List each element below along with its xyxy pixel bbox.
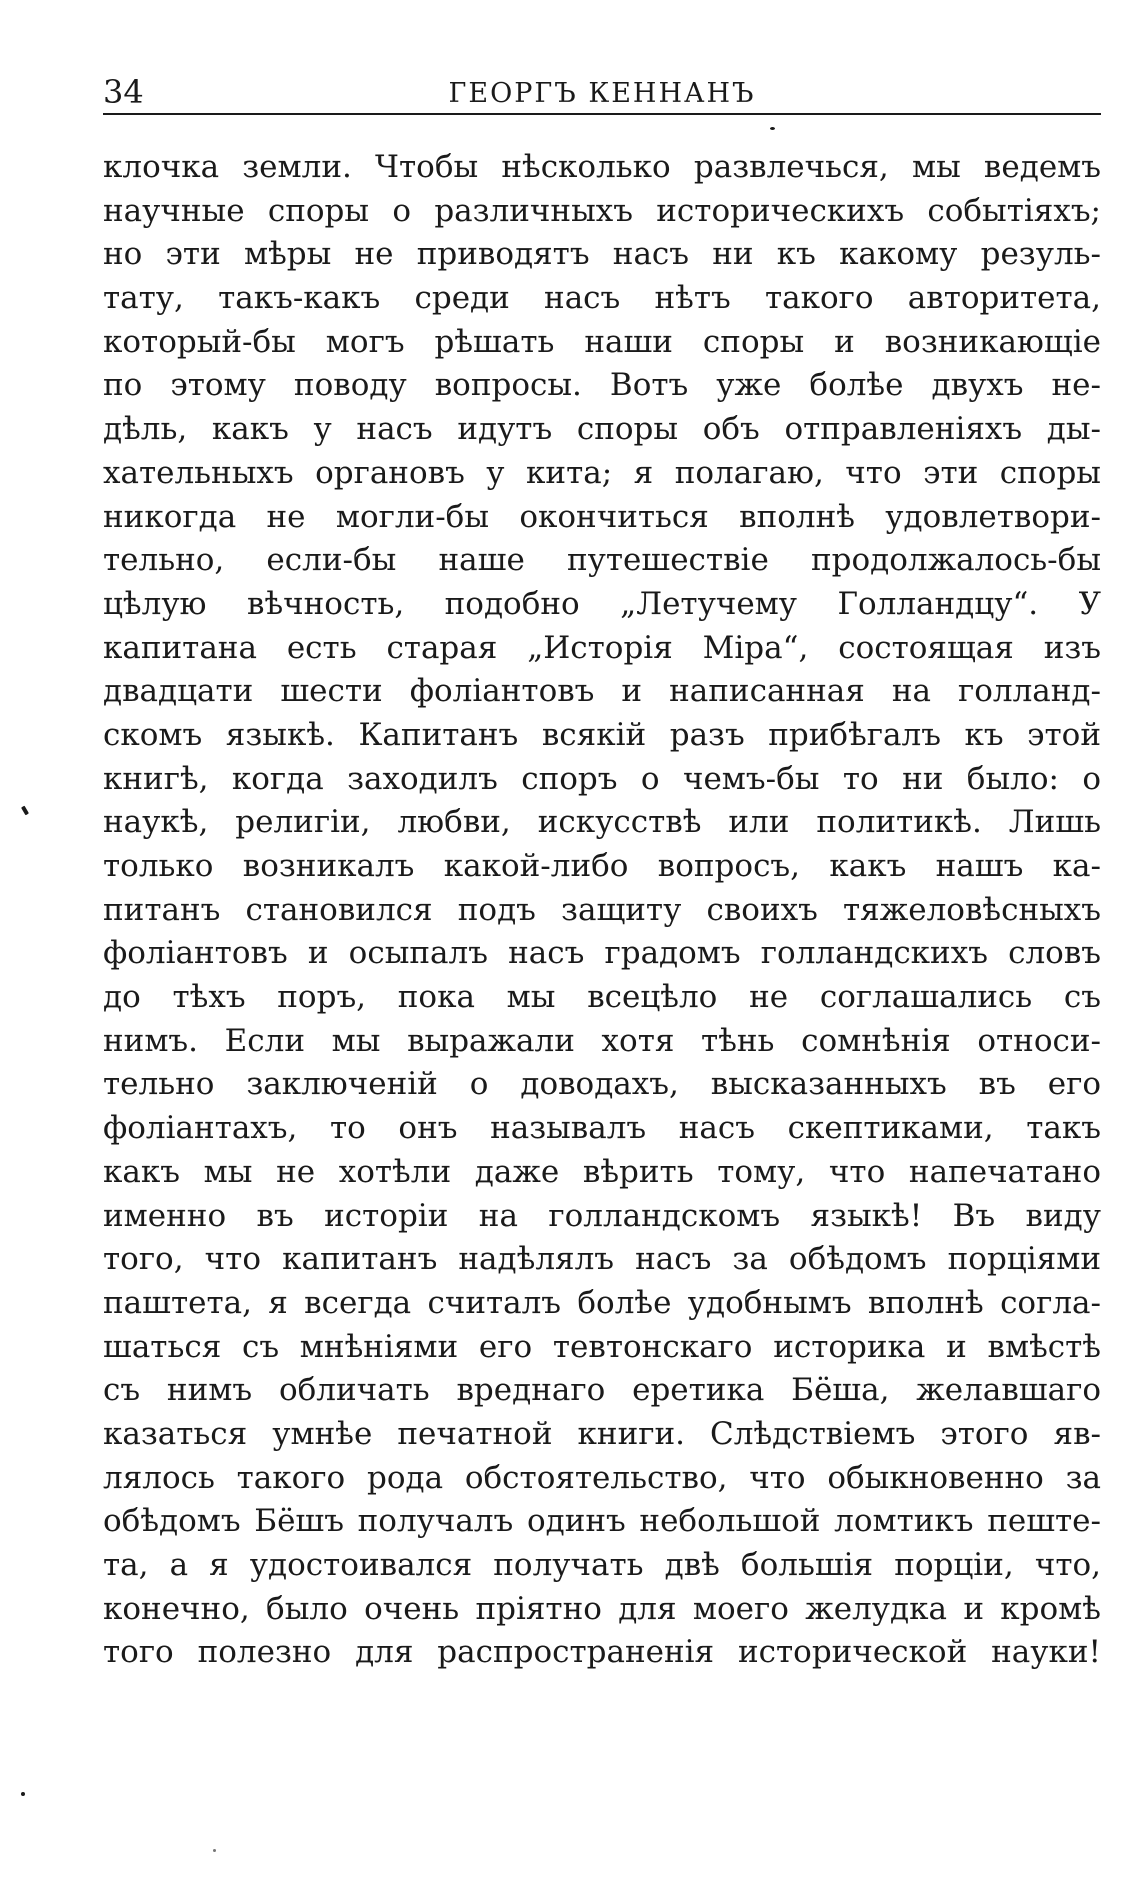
text-line: нимъ. Если мы выражали хотя тѣнь сомнѣнія относи- — [103, 1022, 1101, 1059]
text-line: лялось такого рода обстоятельство, что обыкновенно за — [103, 1459, 1101, 1496]
text-line: только возникалъ какой-либо вопросъ, какъ нашъ ка- — [103, 848, 1101, 884]
text-line: того, что капитанъ надѣлялъ насъ за обѣдомъ порціями — [103, 1241, 1101, 1278]
text-line: паштета, я всегда считалъ болѣе удобнымъ вполнѣ согла- — [103, 1284, 1101, 1321]
running-head: ГЕОРГЪ КЕННАНЪ — [448, 78, 756, 109]
header-rule — [103, 113, 1101, 115]
text-line: по этому поводу вопросы. Вотъ уже болѣе двухъ не- — [103, 367, 1101, 404]
text-line: фоліантовъ и осыпалъ насъ градомъ голландскихъ словъ — [103, 935, 1101, 972]
text-line: питанъ становился подъ защиту своихъ тяжеловѣсныхъ — [103, 891, 1101, 928]
text-line: шаться съ мнѣніями его тевтонскаго историка и вмѣстѣ — [103, 1328, 1101, 1365]
scan-speck — [213, 1849, 216, 1852]
page-number: 34 — [103, 73, 144, 111]
text-line: капитана есть старая „Исторія Міра“, состоящая изъ — [103, 629, 1101, 666]
text-line: никогда не могли-бы окончиться вполнѣ удовлетвори- — [103, 498, 1101, 535]
scan-speck — [21, 1792, 25, 1796]
text-line: но эти мѣры не приводятъ насъ ни къ какому резуль- — [103, 236, 1101, 273]
text-line: какъ мы не хотѣли даже вѣрить тому, что напечатано — [103, 1153, 1101, 1190]
scan-speck — [770, 127, 775, 130]
text-line: того полезно для распространенія исторической науки! — [103, 1634, 1101, 1671]
text-line: двадцати шести фоліантовъ и написанная на голланд- — [103, 673, 1101, 710]
text-line: книгѣ, когда заходилъ споръ о чемъ-бы то ни было: о — [103, 760, 1101, 797]
text-line: обѣдомъ Бёшъ получалъ одинъ небольшой ломтикъ пеште- — [103, 1503, 1101, 1540]
text-line: тату, такъ-какъ среди насъ нѣтъ такого авторитета, — [103, 280, 1101, 317]
body-text — [103, 146, 1101, 1675]
text-line: та, а я удостоивался получать двѣ большія порціи, что, — [103, 1547, 1101, 1583]
text-line: съ нимъ обличать вреднаго еретика Бёша, желавшаго — [103, 1372, 1101, 1409]
scan-speck — [21, 806, 29, 816]
text-line: наукѣ, религіи, любви, искусствѣ или политикѣ. Лишь — [103, 804, 1101, 841]
text-line: конечно, было очень пріятно для моего желудка и кромѣ — [103, 1590, 1101, 1627]
text-line: научные споры о различныхъ историческихъ событіяхъ; — [103, 192, 1101, 229]
text-line: хательныхъ органовъ у кита; я полагаю, что эти споры — [103, 454, 1101, 491]
text-line: скомъ языкѣ. Капитанъ всякій разъ прибѣгалъ къ этой — [103, 716, 1101, 753]
text-line: дѣль, какъ у насъ идутъ споры объ отправленіяхъ ды- — [103, 411, 1101, 448]
page-header — [103, 70, 1101, 116]
text-line: казаться умнѣе печатной книги. Слѣдствіемъ этого яв- — [103, 1415, 1101, 1452]
text-line: цѣлую вѣчность, подобно „Летучему Голландцу“. У — [103, 585, 1101, 622]
text-line: который-бы могъ рѣшать наши споры и возникающіе — [103, 323, 1101, 360]
text-line: тельно, если-бы наше путешествіе продолжалось-бы — [103, 542, 1101, 579]
text-line: до тѣхъ поръ, пока мы всецѣло не соглашались съ — [103, 979, 1101, 1016]
text-line: тельно заключеній о доводахъ, высказанныхъ въ его — [103, 1066, 1101, 1103]
text-line: фоліантахъ, то онъ называлъ насъ скептиками, такъ — [103, 1110, 1101, 1147]
text-line: именно въ исторіи на голландскомъ языкѣ! Въ виду — [103, 1197, 1101, 1234]
text-line: клочка земли. Чтобы нѣсколько развлечься, мы ведемъ — [103, 149, 1101, 185]
